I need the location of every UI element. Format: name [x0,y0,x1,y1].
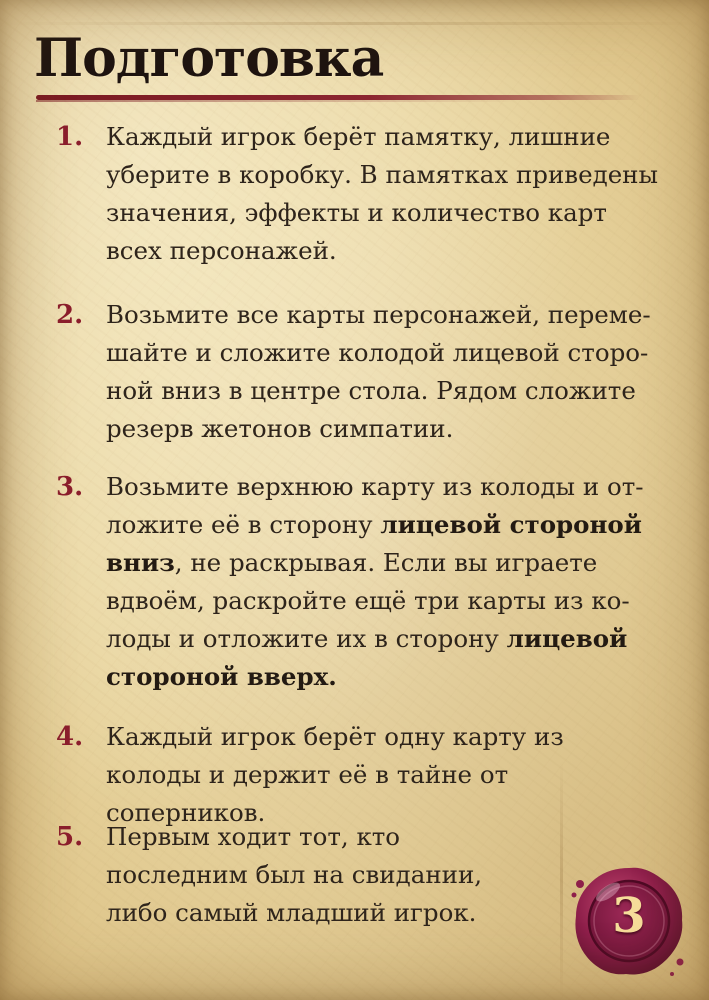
step-number: 3. [56,472,84,502]
page-number: 3 [612,888,646,944]
step-number: 2. [56,300,84,330]
page-title: Подготовка [34,28,384,89]
step-text: Возьмите все карты персонажей, перемешайте и сложите колодой лицевой стороной вниз в центре стола. Рядом сложите резерв жетонов симпатии. [106,300,651,443]
step-3 [56,468,656,700]
step-text: Первым ходит тот, кто последним был на свидании, либо самый младший игрок. [106,822,483,927]
step-number: 5. [56,822,84,852]
step-4 [56,718,656,827]
step-number: 1. [56,122,84,152]
step-5 [56,818,656,938]
step-1 [56,118,659,278]
step-number: 4. [56,722,84,752]
step-text [106,468,666,696]
step-text: Каждый игрок берёт одну карту из колоды и держит её в тайне от соперников. [106,722,564,827]
step-text: Каждый игрок берёт памятку, лишние уберите в коробку. В памятках приведены значения, эффекты и количество карт всех персонажей. [106,122,659,265]
title-underline [36,95,641,100]
step-text-part: Возьмите верхнюю карту из колоды и отложите её в сторону [106,472,644,539]
step-text-part: , не раскрывая. Если вы играете вдвоём, раскройте ещё три карты из колоды и отложите их в сторону [106,548,630,653]
paper-crease [0,22,709,25]
step-2 [56,296,656,456]
emphasis-text: лицевой стороной вверх. [106,624,628,691]
emphasis-text: лицевой стороной вниз [106,510,642,577]
